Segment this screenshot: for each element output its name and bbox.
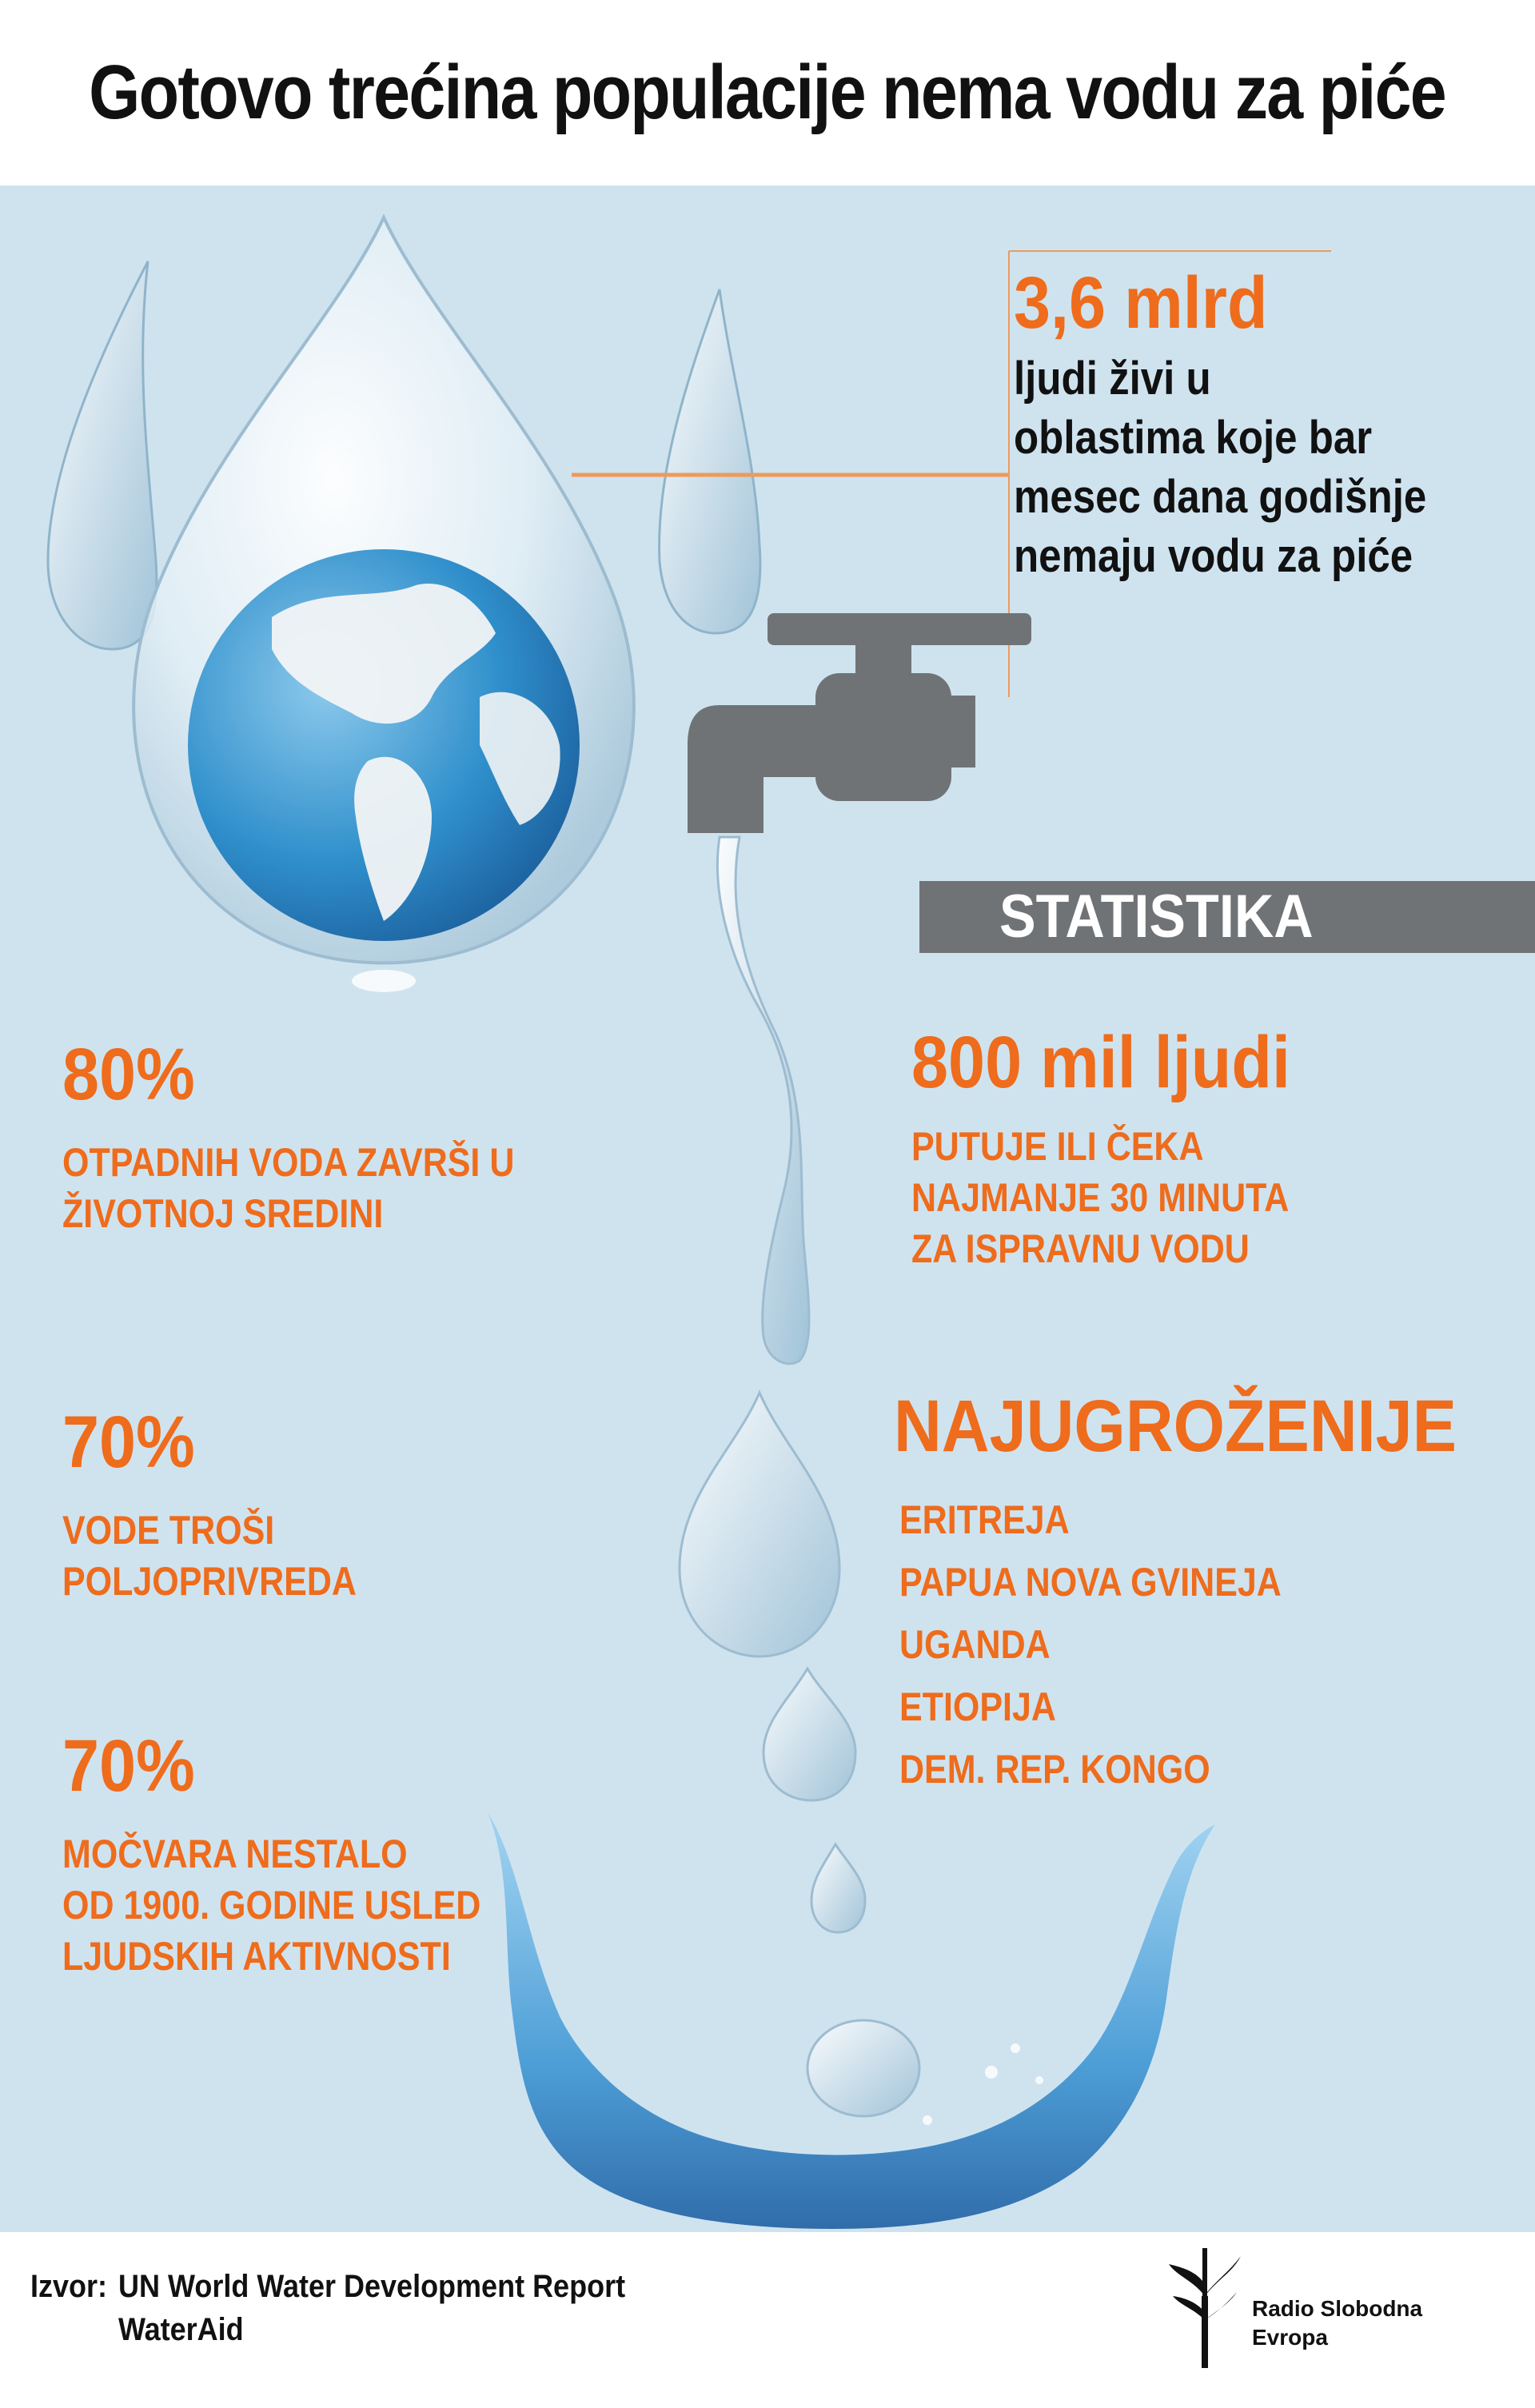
top-stat-line: nemaju vodu za piće: [1014, 530, 1413, 582]
endangered-title: NAJUGROŽENIJE: [894, 1385, 1457, 1467]
stat-text: [62, 1505, 357, 1607]
footer: [0, 2232, 1535, 2408]
top-stat-line: mesec dana godišnje: [1014, 471, 1427, 523]
top-stat-line: oblastima koje bar: [1014, 412, 1373, 464]
stat-line: MOČVARA NESTALO: [62, 1832, 408, 1876]
stat-value: 80%: [62, 1034, 195, 1115]
stat-line: POLJOPRIVREDA: [62, 1559, 357, 1604]
logo-text: [1252, 2294, 1422, 2352]
infographic-panel: [0, 185, 1535, 2232]
header: [0, 0, 1535, 185]
stat-line: ŽIVOTNOJ SREDINI: [62, 1191, 384, 1236]
stat-value: 70%: [62, 1401, 195, 1483]
droplet-right: [660, 289, 760, 633]
logo-icon: [1169, 2248, 1241, 2368]
water-stream: [717, 837, 809, 1364]
source-line: UN World Water Development Report: [118, 2269, 626, 2304]
endangered-country: UGANDA: [899, 1622, 1051, 1667]
source-label: Izvor:: [30, 2269, 108, 2304]
stat-line: OD 1900. GODINE USLED: [62, 1883, 481, 1928]
stat-value: 70%: [62, 1725, 195, 1807]
endangered-country: ERITREJA: [899, 1497, 1070, 1542]
tap-icon: [688, 613, 1031, 833]
endangered-list: [899, 1489, 1282, 1800]
people-stat-value: 800 mil ljudi: [911, 1022, 1290, 1103]
people-stat-line: NAJMANJE 30 MINUTA: [911, 1175, 1290, 1220]
logo-line: Evropa: [1252, 2325, 1328, 2350]
endangered-country: DEM. REP. KONGO: [899, 1747, 1210, 1792]
people-stat-text: [911, 1121, 1289, 1274]
falling-drop-2: [764, 1668, 855, 1800]
logo-line: Radio Slobodna: [1252, 2296, 1423, 2321]
stat-text: [62, 1828, 480, 1982]
falling-drop-3: [811, 1844, 865, 1932]
stat-line: OTPADNIH VODA ZAVRŠI U: [62, 1140, 515, 1185]
endangered-country: ETIOPIJA: [899, 1684, 1056, 1729]
top-stat-value: 3,6 mlrd: [1014, 262, 1268, 344]
statistika-label: STATISTIKA: [999, 883, 1314, 951]
droplet-left: [48, 261, 157, 649]
endangered-country: PAPUA NOVA GVINEJA: [899, 1560, 1282, 1605]
top-stat-line: ljudi živi u: [1014, 353, 1211, 405]
stat-line: VODE TROŠI: [62, 1508, 275, 1553]
falling-drop-1: [680, 1393, 839, 1656]
page-title: Gotovo trećina populacije nema vodu za piće: [89, 50, 1446, 135]
stat-text: [62, 1137, 514, 1239]
top-stat-text: [1014, 349, 1426, 586]
people-stat-line: PUTUJE ILI ČEKA: [911, 1124, 1204, 1169]
source-line: WaterAid: [118, 2312, 244, 2347]
stat-line: LJUDSKIH AKTIVNOSTI: [62, 1934, 451, 1979]
people-stat-line: ZA ISPRAVNU VODU: [911, 1226, 1250, 1271]
